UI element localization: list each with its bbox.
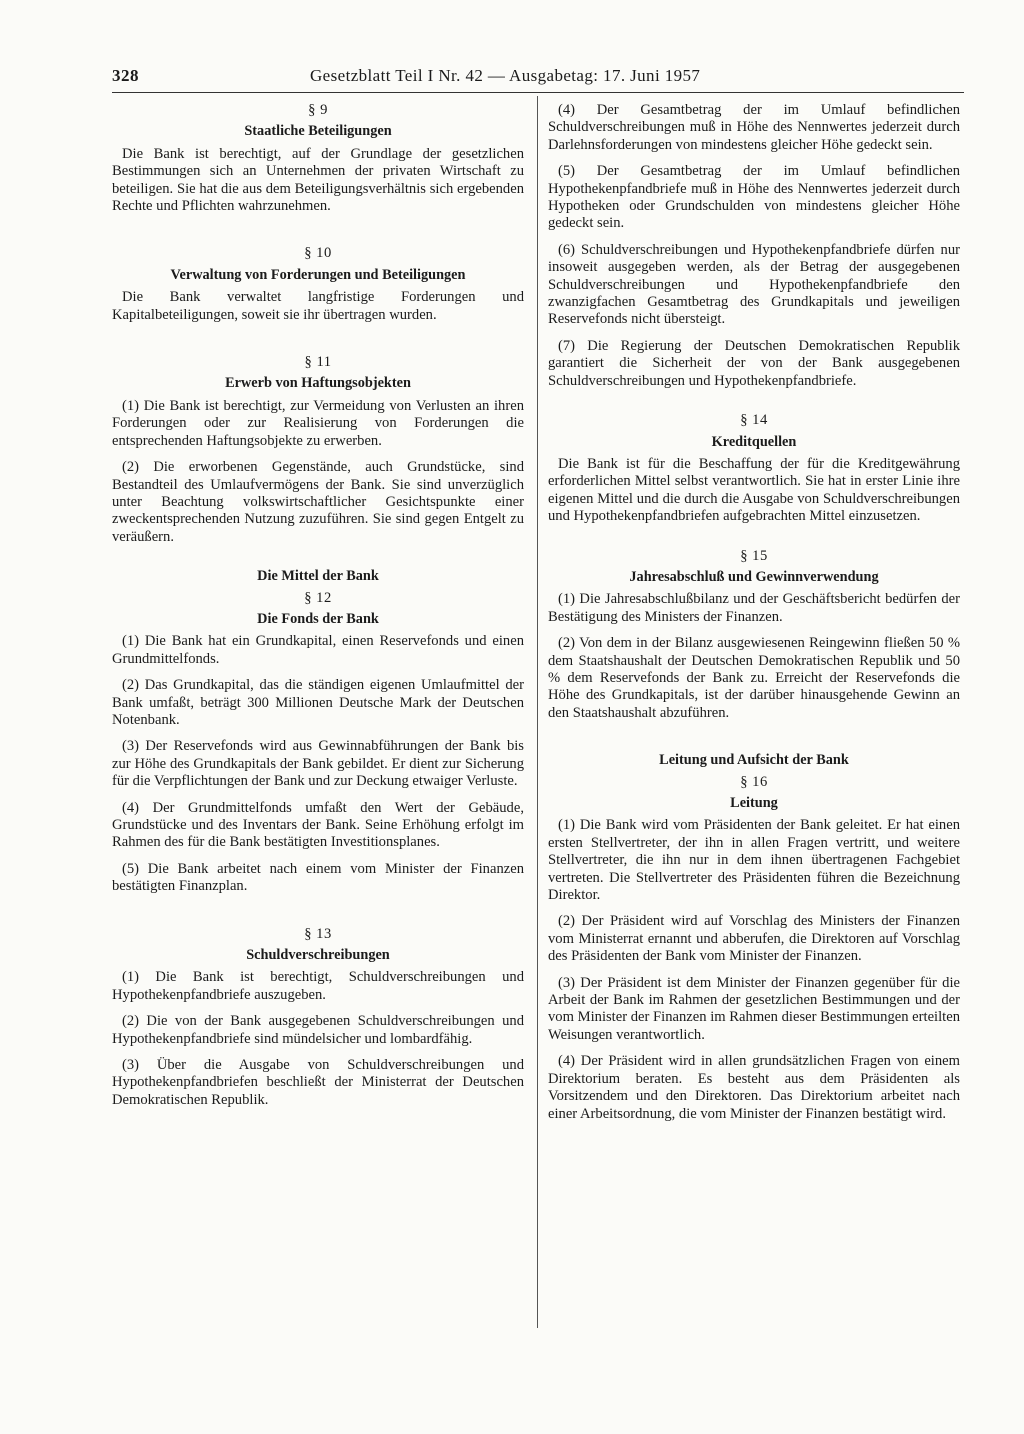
paragraph: (5) Die Bank arbeitet nach einem vom Minister der Finanzen bestätigten Finanzplan. [112, 860, 524, 895]
section-title: Verwaltung von Forderungen und Beteiligungen [170, 266, 466, 283]
paragraph: (4) Der Präsident wird in allen grundsätzlichen Fragen von einem Direktorium beraten. Es besteht aus dem Präsidenten als Vorsitzendem und den Direktoren. Das Direktorium arbeitet nach einer Arbeitsordnung, die vom Minister der Finanzen bestätigt wird. [548, 1053, 960, 1122]
paragraph: (2) Von dem in der Bilanz ausgewiesenen Reingewinn fließen 50 % dem Staatshaushalt der Deutschen Demokratischen Republik und 50 % dem Reservefonds der Bank zu. Erreicht der Reservefonds die Höhe des Grundkapitals, ist der darüber hinausgehende Gewinn an den Staatshaushalt abzuführen. [548, 635, 960, 721]
section-13 [112, 926, 524, 1110]
section-number: § 14 [740, 412, 768, 429]
paragraph: (1) Die Bank ist berechtigt, zur Vermeidung von Verlusten an ihren Forderungen oder zur Realisierung von Forderungen die entsprechenden Haftungsobjekte zu erwerben. [112, 397, 524, 449]
section-title: Kreditquellen [711, 433, 797, 450]
section-title: Leitung [730, 795, 778, 811]
section-number: § 9 [308, 102, 328, 118]
section-14 [548, 412, 960, 525]
running-title: Gesetzblatt Teil I Nr. 42 — Ausgabetag: 17. Juni 1957 [310, 66, 701, 85]
section-title: Die Fonds der Bank [257, 610, 379, 627]
chapter-heading: Leitung und Aufsicht der Bank [659, 752, 849, 769]
paragraph: (2) Die von der Bank ausgegebenen Schuldverschreibungen und Hypothekenpfandbriefe sind mündelsicher und lombardfähig. [112, 1013, 524, 1047]
section-number: § 10 [304, 245, 332, 262]
section-title: Erwerb von Haftungsobjekten [225, 375, 411, 392]
paragraph: (3) Über die Ausgabe von Schuldverschreibungen und Hypothekenpfandbriefen beschließt der Ministerrat der Deutschen Demokratischen Republik. [112, 1057, 524, 1108]
section-number: § 16 [740, 773, 768, 790]
section-title: Staatliche Beteiligungen [244, 123, 392, 140]
paragraph: (7) Die Regierung der Deutschen Demokratischen Republik garantiert die Sicherheit der von der Bank ausgegebenen Schuldverschreibungen und Hypothekenpfandbriefe. [548, 337, 960, 389]
paragraph: (1) Die Bank wird vom Präsidenten der Bank geleitet. Er hat einen ersten Stellvertreter, der ihn in allen Fragen vertritt, und weitere Stellvertreter, die ihn nur in dem ihnen übertragenen Fachgebiet vertreten. Die Stellvertreter des Präsidenten führen die Bezeichnung Direktor. [548, 817, 960, 904]
paragraph: (4) Der Grundmittelfonds umfaßt den Wert der Gebäude, Grundstücke und des Inventars der Bank. Seine Erhöhung erfolgt im Rahmen des für die Bank bestätigten Investitionsplanes. [112, 799, 524, 851]
paragraph: Die Bank ist für die Beschaffung der für die Kreditgewährung erforderlichen Mittel selbst verantwortlich. Sie hat in erster Linie ihre eigenen Mittel und die durch die Ausgabe von Schuldverschreibungen und Hypothekenpfandbriefen aufgebrachten Mittel einzusetzen. [548, 455, 960, 525]
column-divider [537, 96, 538, 1328]
section-16 [548, 774, 960, 1123]
section-number: § 12 [304, 589, 332, 606]
page-header [112, 66, 964, 93]
section-13-continued [548, 102, 960, 390]
paragraph: (4) Der Gesamtbetrag der im Umlauf befindlichen Schuldverschreibungen muß in Höhe des Nennwertes jederzeit durch Darlehnsforderungen von mindestens gleicher Höhe gedeckt sein. [548, 102, 960, 153]
section-number: § 11 [304, 354, 332, 371]
left-column [112, 102, 524, 1109]
paragraph: Die Bank verwaltet langfristige Forderungen und Kapitalbeteiligungen, soweit sie ihr übertragen wurden. [112, 289, 524, 323]
section-9 [112, 102, 524, 215]
section-11 [112, 354, 524, 546]
paragraph: (2) Der Präsident wird auf Vorschlag des Ministers der Finanzen vom Ministerrat ernannt und abberufen, die Direktoren auf Vorschlag des Präsidenten der Bank vom Minister der Finanzen. [548, 913, 960, 965]
section-number: § 13 [304, 925, 332, 942]
section-10 [112, 245, 524, 324]
paragraph: (6) Schuldverschreibungen und Hypothekenpfandbriefe dürfen nur insoweit ausgegeben werden, als der Betrag der ausgegebenen Schuldverschreibungen und Hypothekenpfandbriefe den zwanzigfachen Gesamtbetrag des Grundkapitals und jeweiligen Reservefonds nicht übersteigt. [548, 241, 960, 328]
page-number: 328 [112, 66, 139, 85]
paragraph: Die Bank ist berechtigt, auf der Grundlage der gesetzlichen Bestimmungen sich an Unternehmen der privaten Wirtschaft zu beteiligen. Sie hat die aus dem Beteiligungsverhältnis sich ergebenden Rechte und Pflichten wahrzunehmen. [112, 145, 524, 215]
paragraph: (1) Die Bank ist berechtigt, Schuldverschreibungen und Hypothekenpfandbriefe auszugeben. [112, 969, 524, 1003]
section-title: Schuldverschreibungen [246, 947, 390, 964]
paragraph: (2) Die erworbenen Gegenstände, auch Grundstücke, sind Bestandteil des Umlaufvermögens der Bank. Sie sind unverzüglich unter Beachtung volkswirtschaftlicher Gesichtspunkte einer zweckentsprechenden Nutzung zuzuführen. Sie sind gegen Entgelt zu veräußern. [112, 459, 524, 545]
paragraph: (2) Das Grundkapital, das die ständigen eigenen Umlaufmittel der Bank umfaßt, beträgt 300 Millionen Deutsche Mark der Deutschen Notenbank. [112, 677, 524, 728]
paragraph: (1) Die Jahresabschlußbilanz und der Geschäftsbericht bedürfen der Bestätigung des Ministers der Finanzen. [548, 591, 960, 625]
section-12 [112, 590, 524, 896]
paragraph: (3) Der Präsident ist dem Minister der Finanzen gegenüber für die Arbeit der Bank im Rahmen der gesetzlichen Bestimmungen und der vom Minister der Finanzen im Rahmen dieser Bestimmungen erteilten Weisungen verantwortlich. [548, 974, 960, 1043]
paragraph: (5) Der Gesamtbetrag der im Umlauf befindlichen Hypothekenpfandbriefe muß in Höhe des Nennwertes jederzeit durch Hypotheken oder Grundschulden von mindestens gleicher Höhe gedeckt sein. [548, 163, 960, 232]
section-15 [548, 548, 960, 723]
paragraph: (1) Die Bank hat ein Grundkapital, einen Reservefonds und einen Grundmittelfonds. [112, 633, 524, 667]
paragraph: (3) Der Reservefonds wird aus Gewinnabführungen der Bank bis zur Höhe des Grundkapitals der Bank gebildet. Er dient zur Sicherung für die Verpflichtungen der Bank und zur Deckung etwaiger Verluste. [112, 738, 524, 790]
chapter-heading: Die Mittel der Bank [257, 568, 379, 585]
section-title: Jahresabschluß und Gewinnverwendung [629, 568, 879, 585]
right-column [548, 102, 960, 1123]
section-number: § 15 [740, 547, 768, 564]
